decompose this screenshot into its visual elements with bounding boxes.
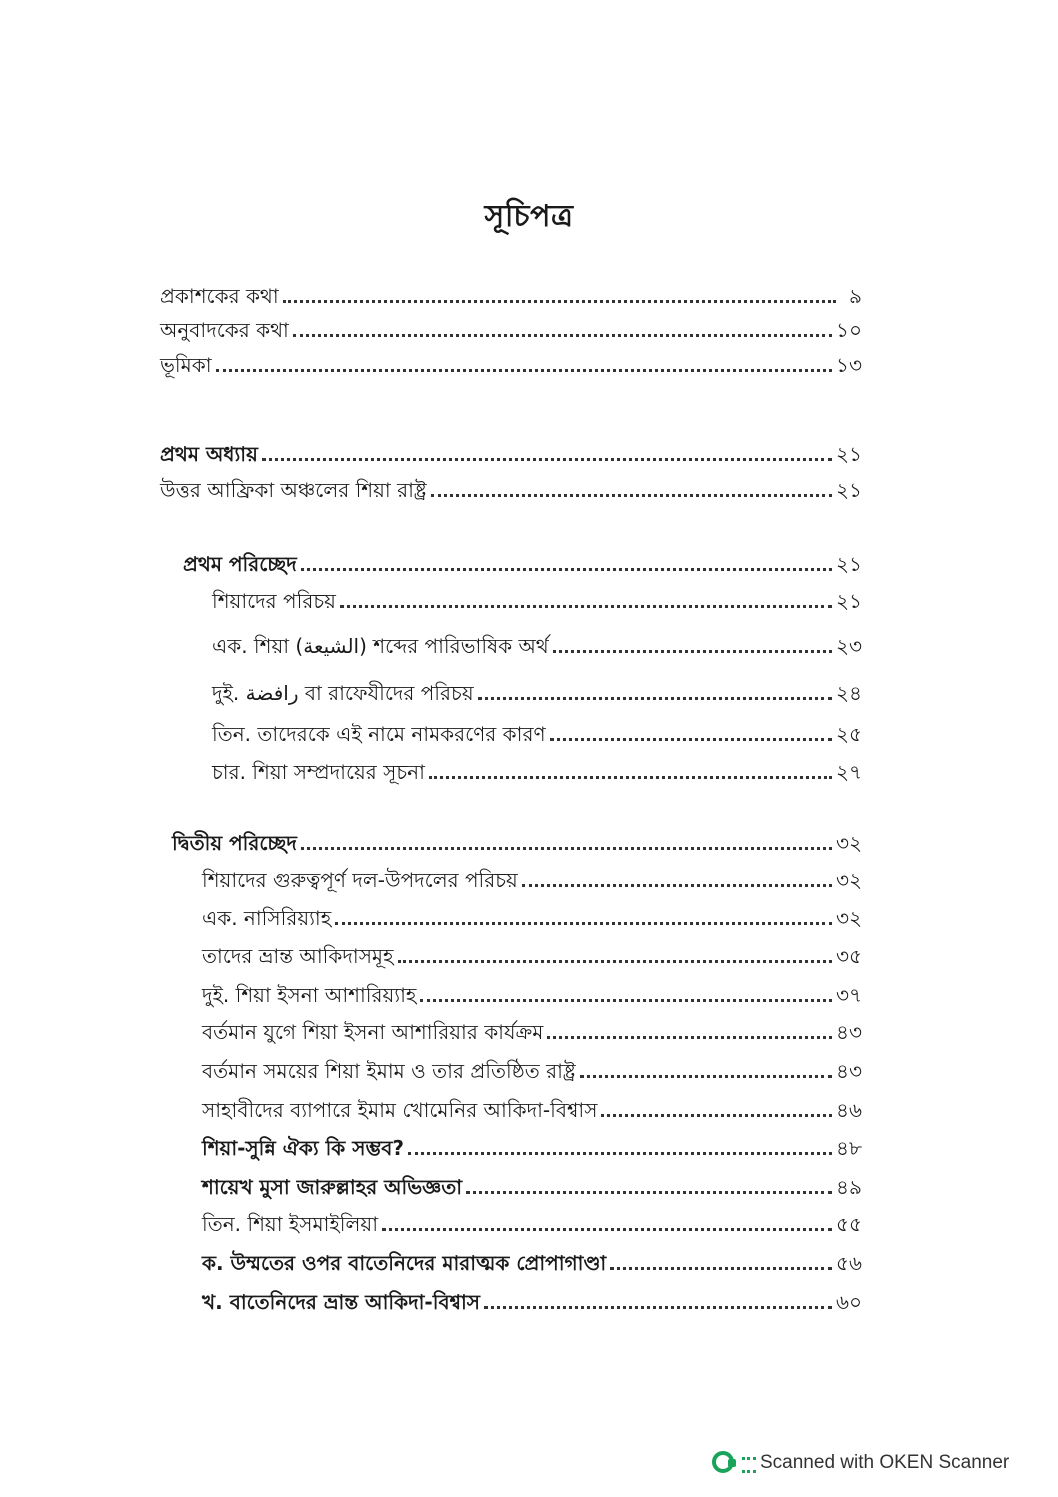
toc-entry bbox=[202, 1057, 862, 1085]
dot-leader bbox=[216, 369, 832, 372]
dot-leader bbox=[478, 697, 832, 700]
toc-entry-page-number: ২১ bbox=[836, 478, 862, 502]
toc-entry-label: এক. নাসিরিয়্যাহ bbox=[202, 906, 332, 930]
toc-entry bbox=[202, 1210, 862, 1238]
toc-entry-page-number: ২১ bbox=[836, 552, 862, 576]
toc-title: সূচিপত্র bbox=[484, 199, 574, 234]
toc-entry-page-number: ৩২ bbox=[835, 868, 862, 892]
dot-leader bbox=[522, 884, 832, 887]
dot-leader bbox=[601, 1114, 832, 1117]
toc-entry-label: শিয়াদের গুরুত্বপূর্ণ দল-উপদলের পরিচয় bbox=[202, 868, 518, 892]
toc-entry-page-number: ২১ bbox=[836, 442, 862, 466]
toc-entry-label: শায়েখ মুসা জারুল্লাহর অভিজ্ঞতা bbox=[202, 1175, 463, 1199]
dot-leader bbox=[547, 1036, 832, 1039]
toc-entry bbox=[172, 829, 862, 857]
oken-scanner-logo-icon bbox=[712, 1451, 760, 1475]
dot-leader bbox=[580, 1075, 832, 1078]
toc-entry-page-number: ২৪ bbox=[836, 681, 862, 705]
toc-entry-page-number: ৩৭ bbox=[835, 983, 862, 1007]
toc-entry-label: প্রকাশকের কথা bbox=[160, 284, 279, 308]
toc-entry bbox=[202, 1249, 862, 1277]
toc-entry-label: ভূমিকা bbox=[160, 353, 212, 377]
toc-entry-label: খ. বাতেনিদের ভ্রান্ত আকিদা-বিশ্বাস bbox=[202, 1290, 481, 1314]
toc-entry bbox=[202, 981, 862, 1009]
dot-leader bbox=[301, 568, 832, 571]
toc-entry-label: উত্তর আফ্রিকা অঞ্চলের শিয়া রাষ্ট্র bbox=[160, 478, 427, 502]
toc-entry bbox=[202, 1134, 862, 1162]
toc-entry bbox=[160, 282, 862, 310]
toc-entry bbox=[202, 1173, 862, 1201]
toc-entry-label: ক. উম্মতের ওপর বাতেনিদের মারাত্মক প্রোপাগাণ্ডা bbox=[202, 1251, 607, 1275]
toc-entry-label: চার. শিয়া সম্প্রদায়ের সূচনা bbox=[212, 760, 425, 784]
dot-leader bbox=[382, 1228, 832, 1231]
toc-entry bbox=[212, 758, 862, 786]
dot-leader bbox=[550, 738, 832, 741]
toc-entry-label: প্রথম পরিচ্ছেদ bbox=[183, 552, 297, 576]
dot-leader bbox=[335, 922, 832, 925]
dot-leader bbox=[408, 1152, 832, 1155]
toc-entry-label: তিন. শিয়া ইসমাইলিয়া bbox=[202, 1212, 379, 1236]
toc-entry-label: তিন. তাদেরকে এই নামে নামকরণের কারণ bbox=[212, 722, 546, 746]
scanner-watermark-text: Scanned with OKEN Scanner bbox=[760, 1452, 1010, 1473]
scanner-watermark bbox=[712, 1448, 1042, 1478]
toc-entry-label: শিয়াদের পরিচয় bbox=[212, 589, 336, 613]
toc-entry-label: সাহাবীদের ব্যাপারে ইমাম খোমেনির আকিদা-বিশ্বাস bbox=[202, 1098, 598, 1122]
toc-entry bbox=[160, 316, 862, 344]
toc-entry-page-number: ৪৯ bbox=[836, 1175, 862, 1199]
toc-entry bbox=[160, 440, 862, 468]
toc-entry bbox=[160, 351, 862, 379]
dot-leader bbox=[466, 1191, 832, 1194]
dot-leader bbox=[429, 776, 832, 779]
toc-entry bbox=[202, 904, 862, 932]
dot-leader bbox=[553, 650, 832, 653]
toc-entry-label: বর্তমান যুগে শিয়া ইসনা আশারিয়ার কার্যক্রম bbox=[202, 1020, 544, 1044]
toc-entry bbox=[202, 866, 862, 894]
toc-entry-page-number: ৩৫ bbox=[836, 944, 862, 968]
toc-entry-page-number: ৫৫ bbox=[836, 1212, 862, 1236]
dot-leader bbox=[283, 300, 836, 303]
toc-entry-label: দ্বিতীয় পরিচ্ছেদ bbox=[172, 831, 297, 855]
dot-leader bbox=[262, 458, 832, 461]
toc-entry-label: অনুবাদকের কথা bbox=[160, 318, 289, 342]
dot-leader bbox=[301, 847, 832, 850]
toc-entry-page-number: ৩২ bbox=[835, 906, 862, 930]
toc-entry-label: দুই. শিয়া ইসনা আশারিয়্যাহ bbox=[202, 983, 417, 1007]
toc-entry-label: প্রথম অধ্যায় bbox=[160, 442, 258, 466]
dot-leader bbox=[340, 605, 832, 608]
toc-entry-page-number: ৬০ bbox=[835, 1290, 862, 1314]
toc-entry-page-number: ৫৬ bbox=[836, 1251, 862, 1275]
toc-entry bbox=[212, 720, 862, 748]
toc-entry bbox=[212, 587, 862, 615]
toc-entry-page-number: ২১ bbox=[836, 589, 862, 613]
dot-leader bbox=[431, 494, 832, 497]
toc-entry-page-number: ১০ bbox=[836, 318, 862, 342]
toc-entry-page-number: ২৩ bbox=[835, 634, 862, 658]
toc-entry-page-number: ২৫ bbox=[836, 722, 862, 746]
toc-entry-label: দুই. رافضة বা রাফেযীদের পরিচয় bbox=[212, 681, 474, 705]
toc-entry-page-number: ৯ bbox=[849, 284, 862, 308]
toc-entry bbox=[202, 1096, 862, 1124]
toc-entry-page-number: ৪৮ bbox=[836, 1136, 862, 1160]
dot-leader bbox=[484, 1306, 832, 1309]
toc-entry bbox=[202, 1018, 862, 1046]
toc-entry-page-number: ৪৩ bbox=[836, 1020, 862, 1044]
toc-entry-page-number: ২৭ bbox=[835, 760, 862, 784]
toc-entry-label: তাদের ভ্রান্ত আকিদাসমূহ bbox=[202, 944, 394, 968]
dot-leader bbox=[610, 1267, 832, 1270]
toc-entry-page-number: ৪৩ bbox=[836, 1059, 862, 1083]
toc-entry-page-number: ৪৬ bbox=[836, 1098, 862, 1122]
toc-entry bbox=[212, 679, 862, 707]
toc-entry bbox=[212, 632, 862, 660]
toc-entry-label: বর্তমান সময়ের শিয়া ইমাম ও তার প্রতিষ্ঠিত রাষ্ট্র bbox=[202, 1059, 576, 1083]
toc-entry bbox=[202, 942, 862, 970]
dot-leader bbox=[293, 334, 832, 337]
dot-leader bbox=[420, 999, 832, 1002]
toc-entry bbox=[160, 476, 862, 504]
toc-entry bbox=[202, 1288, 862, 1316]
toc-entry bbox=[183, 550, 862, 578]
toc-entry-label: এক. শিয়া (الشيعة) শব্দের পারিভাষিক অর্থ bbox=[212, 634, 549, 658]
toc-entry-page-number: ৩২ bbox=[835, 831, 862, 855]
toc-entry-label: শিয়া-সুন্নি ঐক্য কি সম্ভব? bbox=[202, 1136, 405, 1160]
dot-leader bbox=[398, 960, 832, 963]
toc-entry-page-number: ১৩ bbox=[836, 353, 862, 377]
